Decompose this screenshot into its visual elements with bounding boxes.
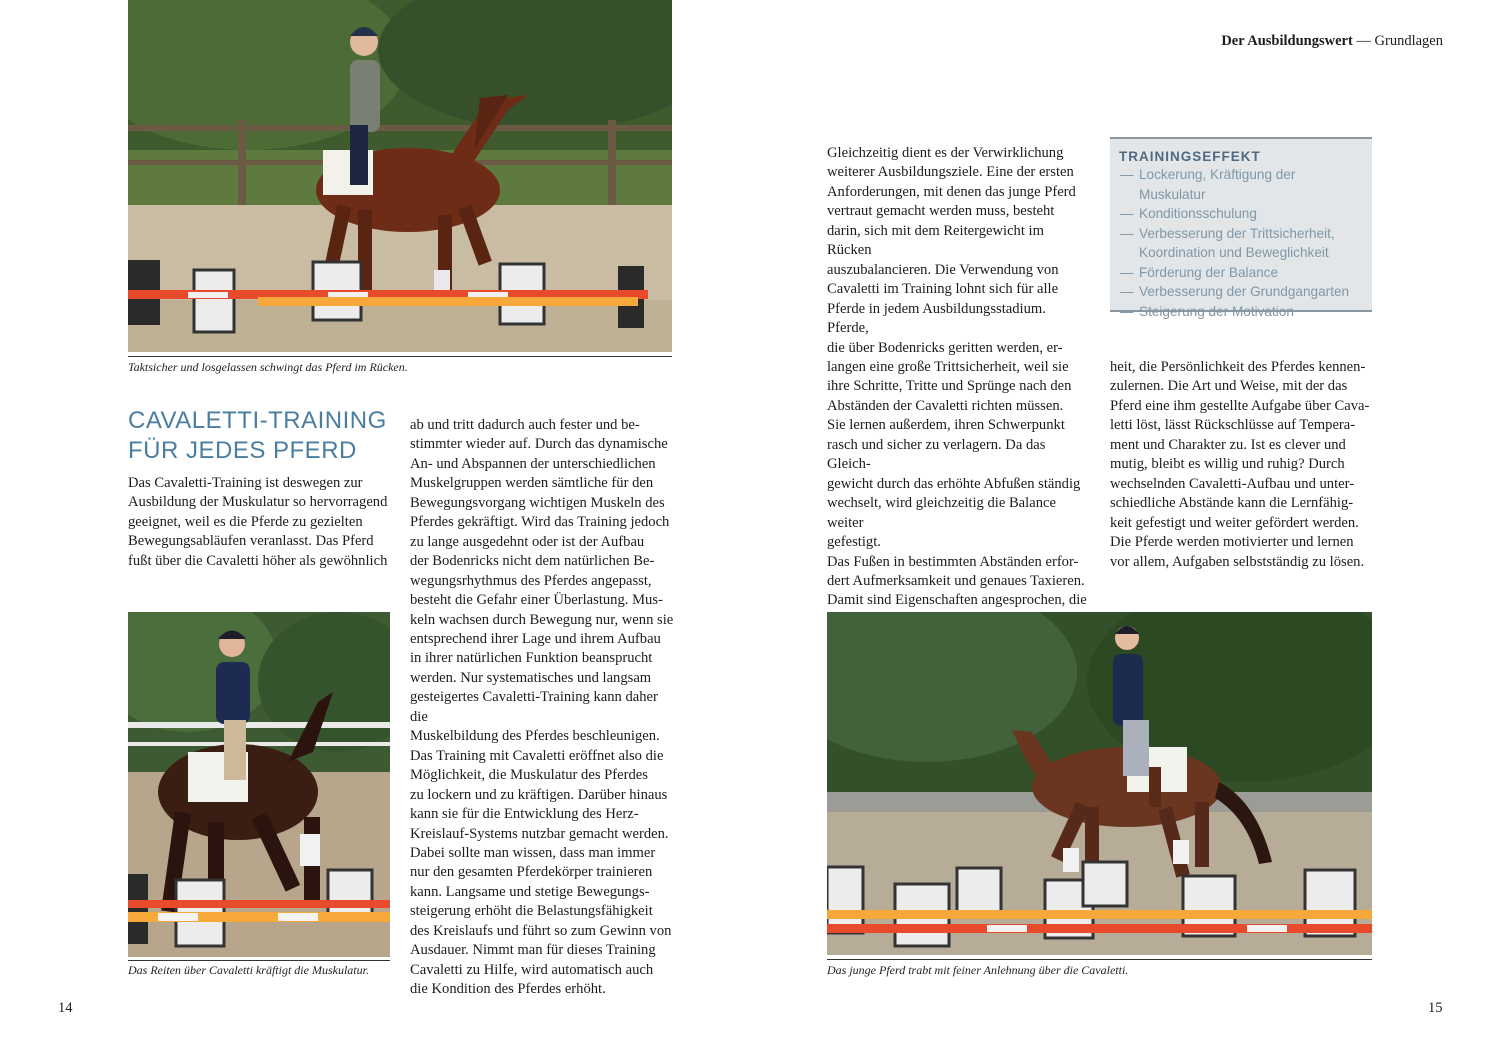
- text-line: vertraut gemacht werden muss, besteht: [827, 203, 1055, 220]
- text-line: zu lange ausgedehnt oder ist der Aufbau: [410, 533, 645, 550]
- text-line: gesteigertes Cavaletti-Training kann daher die: [410, 689, 658, 725]
- text-line: wechselt, wird gleichzeitig die Balance weiter: [827, 495, 1056, 531]
- text-line: ab und tritt dadurch auch fester und be-: [410, 417, 640, 433]
- text-line: darin, sich mit dem Reitergewicht im Rücken: [827, 222, 1044, 259]
- photo-young-horse-trotting: [827, 612, 1372, 955]
- text-column-4: [1110, 358, 1374, 572]
- training-effect-item-text: Steigerung der Motivation: [1139, 303, 1294, 319]
- caption-rule-bottom-left: [128, 960, 390, 961]
- text-line: Cavaletti im Training lohnt sich für alle: [827, 281, 1059, 298]
- text-line: keln wachsen durch Bewegung nur, wenn sie: [410, 611, 674, 628]
- photo-2-illustration: [128, 612, 390, 957]
- text-line: Bewegungsabläufen veranlasst. Das Pferd: [128, 533, 374, 550]
- text-line: Abständen der Cavaletti richten müssen.: [827, 397, 1064, 414]
- text-column-2: [410, 416, 674, 1000]
- dash-icon: —: [1120, 167, 1134, 182]
- text-line: Das Fußen in bestimmten Abständen erfor-: [827, 553, 1079, 570]
- text-line: schiedliche Abstände kann die Lernfähig-: [1110, 495, 1354, 512]
- text-line: langen eine große Trittsicherheit, weil sie: [827, 358, 1069, 375]
- photo-3-illustration: [827, 612, 1372, 955]
- text-line: Kreislauf-Systems nutzbar gemacht werden.: [410, 825, 669, 842]
- dash-icon: —: [1120, 303, 1134, 319]
- photo-rider-over-cavaletti: [128, 0, 672, 352]
- text-line: dert Aufmerksamkeit und genaues Taxieren.: [827, 572, 1085, 589]
- text-line: geeignet, weil es die Pferde zu gezielten: [128, 513, 363, 530]
- text-line: ment und Charakter zu. Ist es clever und: [1110, 436, 1346, 453]
- running-head: [1221, 33, 1443, 50]
- dash-icon: —: [1120, 264, 1134, 280]
- running-head-separator: —: [1356, 33, 1371, 49]
- page-number-right: 15: [1428, 1000, 1443, 1016]
- training-effect-item: [1119, 204, 1363, 224]
- training-effect-item-text: Lockerung, Kräftigung der Muskulatur: [1139, 167, 1296, 202]
- text-line: Pferdes gekräftigt. Wird das Training jedoch: [410, 514, 670, 531]
- text-line: Das Cavaletti-Training ist deswegen zur: [128, 475, 363, 491]
- text-line: Muskelbildung des Pferdes beschleunigen.: [410, 728, 660, 745]
- text-line: fußt über die Cavaletti höher als gewöhnlich: [128, 552, 388, 569]
- training-effect-title: TRAININGSEFFEKT: [1119, 149, 1261, 164]
- running-head-chapter: Der Ausbildungswert: [1221, 33, 1353, 49]
- training-effect-list: [1119, 165, 1363, 321]
- text-column-1: [128, 474, 392, 571]
- section-heading: [128, 406, 398, 466]
- training-effect-item: [1119, 302, 1363, 322]
- text-line: werden. Nur systematisches und langsam: [410, 669, 652, 686]
- caption-rule-top: [128, 356, 672, 357]
- training-effect-item-text: Förderung der Balance: [1139, 264, 1279, 280]
- text-line: heit, die Persönlichkeit des Pferdes kennen-: [1110, 359, 1366, 375]
- text-line: Dabei sollte man wissen, dass man immer: [410, 844, 656, 861]
- text-line: mutig, bleibt es willig und ruhig? Durch: [1110, 456, 1345, 473]
- text-line: gefestigt.: [827, 534, 881, 551]
- text-line: Die Pferde werden motivierter und lernen: [1110, 534, 1354, 551]
- training-effect-box: [1110, 137, 1372, 319]
- text-line: rasch und sicher zu verlagern. Da das Gleich-: [827, 436, 1046, 473]
- training-effect-item: [1119, 263, 1363, 283]
- text-line: des Kreislaufs und führt so zum Gewinn von: [410, 922, 672, 939]
- text-line: keit gefestigt und weiter gefördert werden.: [1110, 514, 1359, 531]
- text-line: Möglichkeit, die Muskulatur des Pferdes: [410, 767, 648, 784]
- text-line: in ihrer natürlichen Funktion beansprucht: [410, 650, 653, 667]
- text-line: wegungsrhythmus des Pferdes angepasst,: [410, 572, 652, 589]
- text-line: Anforderungen, mit denen das junge Pferd: [827, 183, 1076, 200]
- text-line: kann sie für die Entwicklung des Herz-: [410, 806, 639, 823]
- text-line: gewicht durch das erhöhte Abfußen ständig: [827, 475, 1081, 492]
- dash-icon: —: [1120, 284, 1134, 299]
- text-line: besteht die Gefahr einer Überlastung. Mus-: [410, 592, 663, 609]
- text-line: letti löst, lässt Rückschlüsse auf Tempera-: [1110, 417, 1356, 434]
- section-heading-line-1: CAVALETTI-TRAINING: [128, 407, 387, 434]
- caption-rule-bottom-right: [827, 959, 1372, 960]
- text-line: ihre Schritte, Tritte und Sprünge nach den: [827, 378, 1072, 395]
- text-line: An- und Abspannen der unterschiedlichen: [410, 455, 656, 472]
- photo-rider-dark-horse: [128, 612, 390, 957]
- text-line: Ausbildung der Muskulatur so hervorragend: [128, 494, 388, 511]
- text-line: wechselnden Cavaletti-Aufbau und unter-: [1110, 475, 1355, 492]
- text-line: Sie lernen außerdem, ihren Schwerpunkt: [827, 417, 1065, 434]
- training-effect-item: [1119, 224, 1363, 263]
- text-line: vor allem, Aufgaben selbstständig zu lösen.: [1110, 553, 1365, 570]
- section-heading-line-2: FÜR JEDES PFERD: [128, 437, 357, 464]
- text-line: nur den gesamten Pferdekörper trainieren: [410, 864, 653, 881]
- text-line: Pferd eine ihm gestellte Aufgabe über Cava-: [1110, 397, 1370, 414]
- text-line: stimmter wieder auf. Durch das dynamische: [410, 436, 668, 453]
- text-line: Pferde in jedem Ausbildungsstadium. Pferde,: [827, 300, 1046, 337]
- page-number-left: 14: [58, 1000, 73, 1016]
- running-head-section: Grundlagen: [1374, 33, 1443, 49]
- text-line: entsprechend ihrer Lage und ihrem Aufbau: [410, 630, 661, 647]
- text-line: Damit sind Eigenschaften angesprochen, die: [827, 592, 1087, 609]
- text-line: Muskelgruppen werden sämtliche für den: [410, 475, 654, 492]
- text-line: zulernen. Die Art und Weise, mit der das: [1110, 378, 1348, 395]
- training-effect-item: [1119, 165, 1363, 204]
- text-line: steigerung erhöht die Belastungsfähigkeit: [410, 903, 653, 920]
- text-line: kann. Langsame und stetige Bewegungs-: [410, 883, 650, 900]
- text-line: Bewegungsvorgang wichtigen Muskeln des: [410, 494, 665, 511]
- text-line: auszubalancieren. Die Verwendung von: [827, 261, 1059, 278]
- text-line: weiterer Ausbildungsziele. Eine der ersten: [827, 164, 1074, 181]
- text-line: Ausdauer. Nimmt man für dieses Training: [410, 942, 656, 959]
- dash-icon: —: [1120, 225, 1134, 241]
- text-line: die Kondition des Pferdes erhöht.: [410, 981, 606, 998]
- text-line: Das Training mit Cavaletti eröffnet also die: [410, 747, 664, 764]
- caption-top: Taktsicher und losgelassen schwingt das Pferd im Rücken.: [128, 360, 408, 374]
- text-column-3: [827, 144, 1091, 669]
- text-line: Gleichzeitig dient es der Verwirklichung: [827, 145, 1064, 161]
- text-line: zu lockern und zu kräftigen. Darüber hinaus: [410, 786, 668, 803]
- text-line: die über Bodenricks geritten werden, er-: [827, 339, 1063, 356]
- caption-bottom-left: Das Reiten über Cavaletti kräftigt die Muskulatur.: [128, 963, 369, 977]
- training-effect-item: [1119, 282, 1363, 302]
- text-line: der Bodenricks nicht dem natürlichen Be-: [410, 553, 655, 570]
- dash-icon: —: [1120, 206, 1134, 221]
- training-effect-item-text: Verbesserung der Trittsicherheit, Koordination und Beweglichkeit: [1139, 225, 1335, 260]
- text-line: Cavaletti zu Hilfe, wird automatisch auch: [410, 961, 654, 978]
- training-effect-item-text: Konditionsschulung: [1139, 206, 1257, 221]
- photo-1-illustration: [128, 0, 672, 352]
- caption-bottom-right: Das junge Pferd trabt mit feiner Anlehnung über die Cavaletti.: [827, 963, 1129, 977]
- training-effect-item-text: Verbesserung der Grundgangarten: [1139, 284, 1350, 299]
